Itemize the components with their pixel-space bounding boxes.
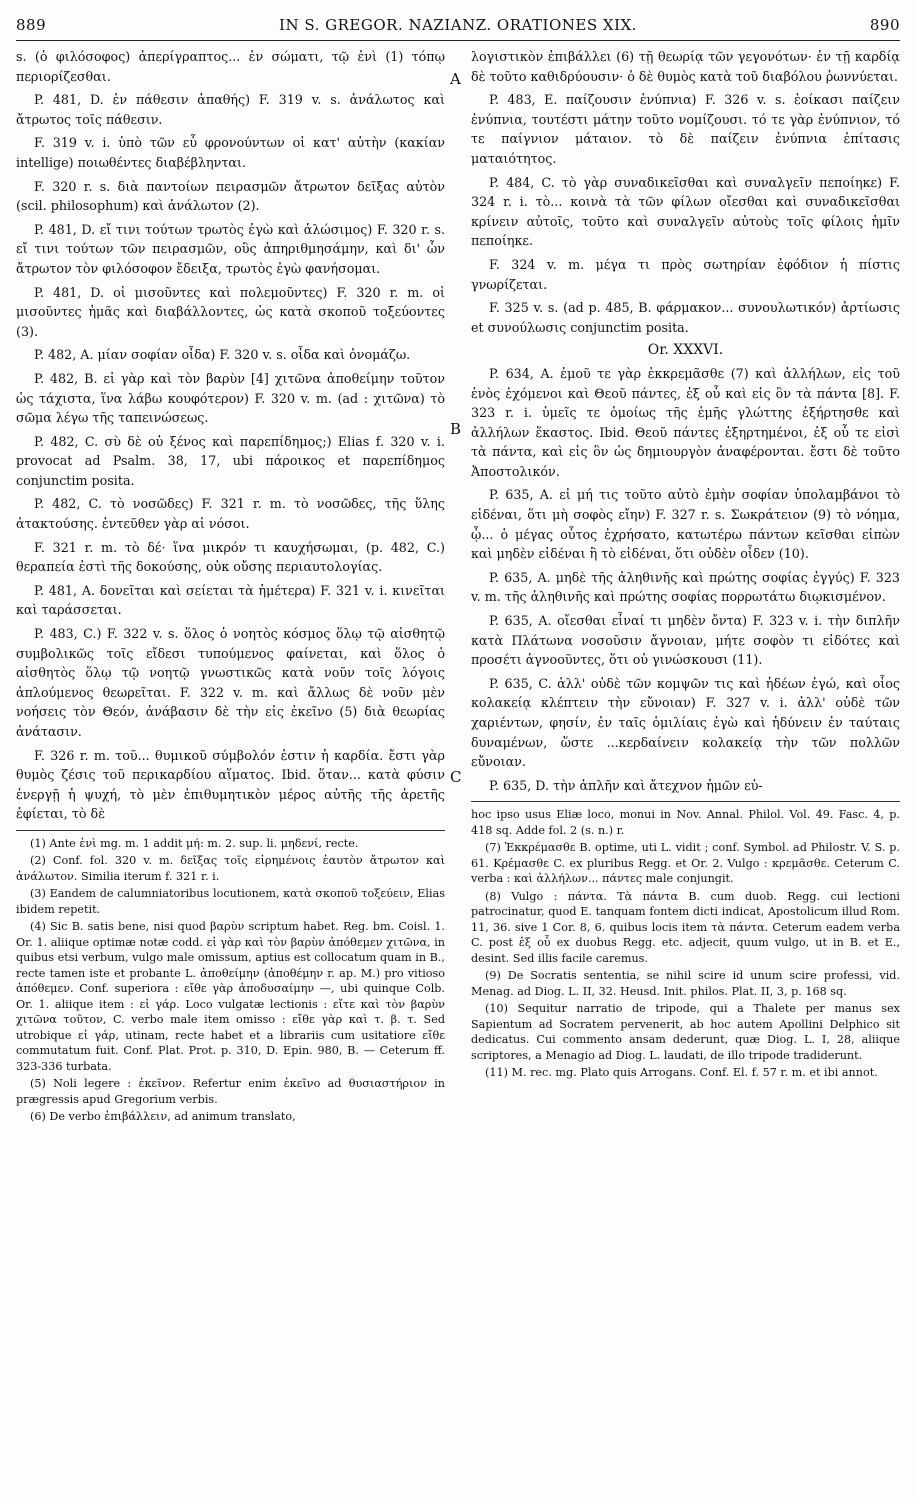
- commentary-paragraph: P. 635, D. τὴν ἁπλῆν καὶ ἄτεχνον ἡμῶν εὐ-: [489, 777, 763, 793]
- commentary-paragraph: F. 325 v. s. (ad p. 485, B. φάρμακον... συνουλωτικόν) ἀρτίωσις et συνούλωσις conjunctim posita.: [471, 300, 900, 335]
- footnote: hoc ipso usus Eliæ loco, monui in Nov. Annal. Philol. Vol. 49. Fasc. 4, p. 418 sq. Adde fol. 2 (s. n.) r.: [471, 808, 900, 837]
- commentary-paragraph: P. 635, C. ἀλλ' οὐδὲ τῶν κομψῶν τις καὶ ἡδέων ἐγώ, καὶ οἷος κολακείᾳ κλέπτειν τὴν εὔνοιαν) F. 327 v. i. ἀλλ' οὐδὲ τῶν χαριέντων, φησίν, ἐν ταῖς ὁμιλίαις ἐγὼ καὶ ἡδύνειν ἐν ταύταις δυναμένων, ὥστε ...κερδαίνειν κολακείᾳ τὴν τῶν πολλῶν εὔνοιαν.: [471, 675, 900, 770]
- commentary-paragraph: P. 481, D. εἴ τινι τούτων τρωτὸς ἐγὼ καὶ ἁλώσιμος) F. 320 r. s. εἴ τινι τούτων τῶν πειρασμῶν, οὓς ἀπηριθμησάμην, καὶ δι' ὧν ἄτρωτον τὸν φιλόσοφον ἔδειξα, τρωτὸς ἐγὼ φανήσομαι.: [16, 221, 445, 276]
- commentary-paragraph: F. 324 v. m. μέγα τι πρὸς σωτηρίαν ἐφόδιον ἡ πίστις γνωρίζεται.: [471, 256, 900, 292]
- footnote-rule: [16, 830, 445, 831]
- footnote: (2) Conf. fol. 320 v. m. δεῖξας τοῖς εἰρημένοις ἑαυτὸν ἄτρωτον καὶ ἀνάλωτον. Similia iterum f. 321 r. i.: [16, 854, 445, 883]
- commentary-paragraph: s. (ὁ φιλόσοφος) ἀπερίγραπτος... ἐν σώματι, τῷ ἐνὶ (1) τόπῳ περιορίζεσθαι.: [16, 49, 445, 84]
- footnote: (11) M. rec. mg. Plato quis Arrogans. Conf. El. f. 57 r. m. et ibi annot.: [485, 1066, 878, 1080]
- left-column: [16, 47, 445, 1127]
- section-marker-b: B: [450, 420, 462, 438]
- commentary-paragraph: F. 326 r. m. τοῦ... θυμικοῦ σύμβολόν ἐστιν ἡ καρδία. ἔστι γὰρ θυμὸς ζέσις τοῦ περικαρδίου αἵματος. Ibid. ὅταν... κατὰ φύσιν ἐνεργῇ ἡ ψυχή, τὸ μὲν ἐπιθυμητικὸν μέρος αὐτῆς τῆς ἀρετῆς ἐφίεται, τὸ δὲ: [16, 747, 445, 822]
- page-number-left: 889: [16, 16, 47, 34]
- section-marker-c: C: [450, 768, 462, 786]
- oration-heading: Or. XXXVI.: [647, 342, 724, 359]
- running-title: IN S. GREGOR. NAZIANZ. ORATIONES XIX.: [279, 16, 637, 34]
- commentary-paragraph: F. 321 r. m. τὸ δέ· ἵνα μικρόν τι καυχήσωμαι, (p. 482, C.) θεραπεία ἐστὶ τῆς δοκούσης, οὐκ οὔσης περιαυτολογίας.: [16, 539, 445, 575]
- commentary-paragraph: λογιστικὸν ἐπιβάλλει (6) τῇ θεωρίᾳ τῶν γεγονότων· ἐν τῇ καρδίᾳ δὲ τοῦτο καθιδρύουσιν· ὁ δὲ θυμὸς κατὰ τοῦ διαβόλου ῥωννύεται.: [471, 49, 900, 84]
- right-column: [471, 47, 900, 1127]
- commentary-paragraph: F. 319 v. i. ὑπὸ τῶν εὖ φρονούντων οἱ κατ' αὐτὴν (κακίαν intellige) ποιωθέντες διαβέβληνται.: [16, 135, 445, 170]
- commentary-paragraph: P. 483, C.) F. 322 v. s. ὅλος ὁ νοητὸς κόσμος ὅλῳ τῷ αἰσθητῷ συμβολικῶς τοῖς εἴδεσι τυπούμενος φαίνεται, καὶ ὅλος ὁ αἰσθητὸς ὅλῳ τῷ νοητῷ γνωστικῶς κατὰ νοῦν τοῖς λόγοις ἁπλούμενος θεωρεῖται. F. 322 v. m. καὶ ἄλλως δὲ νοῦν μὲν νοήσεις τὸν Θεόν, ἀνάβασιν δὲ τὴν εἰς ἐκεῖνο (5) διὰ θεωρίας ἀνάτασιν.: [16, 626, 445, 739]
- commentary-paragraph: P. 482, B. εἰ γὰρ καὶ τὸν βαρὺν [4] χιτῶνα ἀποθείμην τοῦτον ὡς τάχιστα, ἵνα λάβω κουφότερον) F. 320 v. m. (ad : χιτῶνα) τὸ σῶμα λέγω τῆς ταπεινώσεως.: [16, 370, 445, 426]
- footnote: (7) Ἐκκρέμασθε B. optime, uti L. vidit ; conf. Symbol. ad Philostr. V. S. p. 61. Κρέμασθε C. ex pluribus Regg. et Or. 2. Vulgo : κρεμᾶσθε. Ceterum C. verba : καὶ ἀλλήλων... πάντες male conjungit.: [471, 841, 900, 886]
- running-header: [16, 14, 900, 41]
- commentary-paragraph: P. 483, E. παίζουσιν ἐνύπνια) F. 326 v. s. ἐοίκασι παίζειν ἐνύπνια, τουτέστι μάτην τοῦτο νομίζουσι. τό τε γὰρ ἐνύπνιον, τό τε παίγνιον μάταιον. τὸ δὲ παίζειν ἐνύπνια ἐπίτασις ματαιότητος.: [471, 92, 900, 166]
- footnote: (10) Sequitur narratio de tripode, qui a Thalete per manus sex Sapientum ad Socratem pervenerit, ab hoc autem Apollini Delphico sit dedicatus. Cui commento ansam dederunt, quæ Diog. L. I, 28, aliique scriptores, a Menagio ad Diog. L. laudati, de illo tripode tradiderunt.: [471, 1002, 900, 1062]
- commentary-paragraph: P. 482, C. τὸ νοσῶδες) F. 321 r. m. τὸ νοσῶδες, τῆς ὕλης ἀτακτούσης. ἐντεῦθεν γὰρ αἱ νόσοι.: [16, 496, 445, 532]
- two-column-body: [10, 47, 906, 1127]
- commentary-paragraph: P. 484, C. τὸ γὰρ συναδικεῖσθαι καὶ συναλγεῖν πεποίηκε) F. 324 r. i. τὸ... κοινὰ τὰ τῶν φίλων οἴεσθαι καὶ συναδικεῖσθαι κρίνειν αὐτοῖς, τοῦτο καὶ συναλγεῖν αὐτοὺς τοῖς φίλοις ἡμῖν πεποίηκε.: [471, 174, 900, 249]
- commentary-paragraph: P. 482, C. σὺ δὲ οὐ ξένος καὶ παρεπίδημος;) Elias f. 320 v. i. provocat ad Psalm. 38, 17, ubi πάροικος et παρεπίδημος conjunctim posita.: [16, 433, 445, 488]
- footnote: (8) Vulgo : πάντα. Τὰ πάντα B. cum duob. Regg. cui lectioni patrocinatur, quod E. tanquam fontem dicti indicat, Apostolicum illud Rom. 11, 36. sive 1 Cor. 8, 6. quibus locis item τὰ πάντα. Ceterum eadem verba C. post ἐξ οὗ ex duobus Regg. etc. adjecit, quum vulgo, ut in B. et E., desint. Sed illis facile caremus.: [471, 889, 900, 965]
- commentary-paragraph: P. 481, D. οἱ μισοῦντες καὶ πολεμοῦντες) F. 320 r. m. οἱ μισοῦντες ἡμᾶς καὶ διαβάλλοντες, ὡς κατὰ σκοποῦ τοξεύοντες (3).: [16, 284, 445, 339]
- footnote: (9) De Socratis sententia, se nihil scire id unum scire professi, vid. Menag. ad Diog. L. II, 32. Heusd. Init. philos. Plat. II, 3, p. 168 sq.: [471, 969, 900, 998]
- footnote: (5) Noli legere : ἐκεῖνον. Refertur enim ἐκεῖνο ad θυσιαστήριον in prægressis apud Gregorium verbis.: [16, 1077, 445, 1106]
- commentary-paragraph: P. 481, D. ἐν πάθεσιν ἀπαθής) F. 319 v. s. ἀνάλωτος καὶ ἄτρωτος τοῖς πάθεσιν.: [16, 92, 445, 127]
- footnote: (4) Sic B. satis bene, nisi quod βαρὺν scriptum habet. Reg. bm. Coisl. 1. Or. 1. aliique optimæ notæ codd. εἰ γὰρ καὶ τὸν βαρὺν ἀπόθεμεν χιτῶνα, in quibus etsi verbum, vulgo male omissum, aptius est collocatum quam in B., recte tamen iste et probante L. ἀποθείμην (ἀποθέμην r. ap. M.) pro vitioso ἀπόθεμεν. Conf. superiora : εἴθε γὰρ ἀποδυσαίμην —, ubi quinque Colb. Or. 1. aliique item : εἰ γάρ. Loco vulgatæ lectionis : εἴτε καὶ τὸν βαρὺν χιτῶνα τοῦτον, C. verbo male item omisso : εἴθε γὰρ καὶ τ. β. τ. Sed utrobique εἰ γάρ, utinam, recte habet et a librariis cum usitatiore εἴθε commutatum fuit. Conf. Plat. Prot. p. 310, D. Epin. 980, B. — Ceterum ff. 323-336 turbata.: [16, 920, 445, 1073]
- commentary-paragraph: P. 482, A. μίαν σοφίαν οἶδα) F. 320 v. s. οἶδα καὶ ὀνομάζω.: [34, 347, 411, 363]
- page-number-right: 890: [869, 16, 900, 34]
- commentary-paragraph: P. 634, A. ἐμοῦ τε γὰρ ἐκκρεμᾶσθε (7) καὶ ἀλλήλων, εἰς τοῦ ἑνὸς ἐχόμενοι καὶ Θεοῦ πάντες, ἐξ οὗ καὶ εἰς ὃν τὰ πάντα [8]. F. 323 r. i. ὑμεῖς τε ὁμοίως τῆς ἐμῆς γλώττης ἐξήρτησθε καὶ ἀλλήλων ἕκαστος. Ibid. Θεοῦ πάντες ἐξηρτημένοι, ἐξ οὗ τε εἰσὶ τὰ πάντα, καὶ εἰς ὃν ὡς δημιουργὸν ἀναφέρονται. ἔστι δὲ τοῦτο Ἀποστολικόν.: [471, 365, 900, 479]
- footnote-rule: [471, 801, 900, 802]
- commentary-paragraph: P. 635, A. μηδὲ τῆς ἀληθινῆς καὶ πρώτης σοφίας ἐγγύς) F. 323 v. m. τῆς ἀληθινῆς καὶ πρώτης σοφίας πορρωτάτω διῳκισμένον.: [471, 569, 900, 605]
- commentary-paragraph: P. 635, A. οἴεσθαι εἶναί τι μηδὲν ὄντα) F. 323 v. i. τὴν διπλῆν κατὰ Πλάτωνα νοσοῦσιν ἄγνοιαν, μήτε σοφὸν τι εἰδότες καὶ προσέτι ἀγνοοῦντες, ὅτι οὐ γινώσκουσι (11).: [471, 613, 900, 668]
- footnote: (6) De verbo ἐπιβάλλειν, ad animum translato,: [30, 1110, 296, 1124]
- commentary-paragraph: P. 481, A. δονεῖται καὶ σείεται τὰ ἡμέτερα) F. 321 v. i. κινεῖται καὶ ταράσσεται.: [16, 582, 445, 618]
- commentary-paragraph: F. 320 r. s. διὰ παντοίων πειρασμῶν ἄτρωτον δεῖξας αὐτὸν (scil. philosophum) καὶ ἀνάλωτον (2).: [16, 178, 445, 214]
- commentary-paragraph: P. 635, A. εἰ μή τις τοῦτο αὐτὸ ἐμὴν σοφίαν ὑπολαμβάνοι τὸ εἰδέναι, ὅτι μὴ σοφὸς εἴην) F. 327 r. s. Σωκράτειον (9) τὸ νόημα, ᾧ... ὁ μέγας οὗτος ἐχρήσατο, κατωτέρω πάντων κεῖσθαι εἰπὼν καὶ μηδὲν εἰδέναι ἢ τὸ εἰδέναι, ὅτι οὐδὲν οἶδεν (10).: [471, 487, 900, 562]
- footnote: (1) Ante ἐνὶ mg. m. 1 addit μή: m. 2. sup. li. μηδενί, recte.: [30, 836, 359, 850]
- footnote: (3) Eandem de calumniatoribus locutionem, κατὰ σκοποῦ τοξεύειν, Elias ibidem repetit.: [16, 887, 445, 916]
- section-marker-a: A: [450, 70, 461, 88]
